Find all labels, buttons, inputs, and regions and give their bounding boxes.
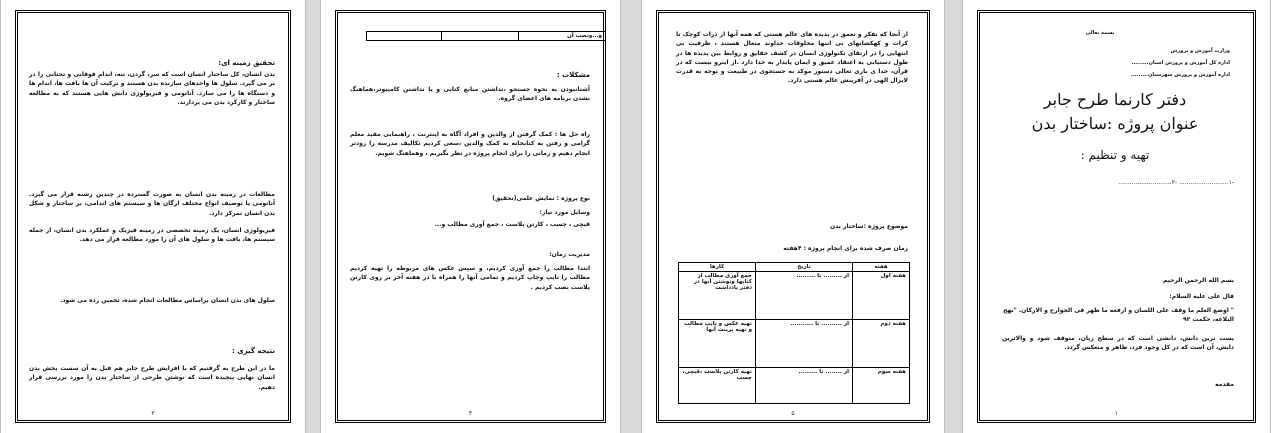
task-cell: جمع آوری مطالب از کتابها ونوشتن آنها در دفتر یادداشت [679,272,756,320]
week-cell: هفته دوم [853,320,910,368]
problems-text: آشنانبودن به نحوه جستجو ،نداشتن منابع کتابی و یا نداشتن کامپیوتر،هماهنگ نشدن برنامه های اعضای گروه. [350,86,590,103]
date-cell: از .......... تا ........... [756,320,853,368]
intro-bismillah: بسم الله الرحمن الرحیم [1162,277,1234,284]
tools-text: قیچی ، چسب ، کارتن پلاست ، جمع آوری مطالب و... [434,221,590,228]
top-table-fragment [366,31,606,41]
document-page-1 [0,0,306,433]
section-title-background: تحقیق زمینه ای: [218,59,275,67]
page-number: ۵ [791,410,795,417]
tools-title: وسایل مورد نیاز: [539,209,590,216]
time-management-text: ابتدا مطالب را جمع آوری کردیم، و سپس عکس های مربوطه را تهیه کردیم مطالب را تایپ وچاپ کردیم و تمامی آنها را همراه با در هفته آخر بر روی کارتن پلاست نصب کردیم . [350,265,590,291]
problems-title: مشکلات : [556,71,590,79]
ministry-line: وزارت آموزش و پرورش [1170,48,1230,54]
document-page-2 [320,0,621,433]
document-title: دفتر کارنما طرح جابر [1043,90,1187,109]
conclusion-paragraph: ما در این طرح به گرفتیم که با افزایش طرح جابر هم قبل به آن سست بخش بدن انسان نهایی پیچیده است که نوشتن طرحی از ساختار بدن را مورد بررسی قرار دهیم. [29,365,275,391]
time-management-title: مدیریت زمان: [549,251,590,258]
intro-paragraph: از آنجا که تفکر و تعمق در پدیده های عالم هستی که همه آنها از ذرات کوچک تا کرات و کهکشانهای بی انتها مخلوقات خداوند متعال هستند ، ظرفیت بی انتهایی را در ارتقای تکنولوژی انسان در کشف حقایق و روابط بین پدیده ها در طول دستیابی به اعتقاد عمیق و ایمان پایدار به خدا دارد .از اینرو بیست که در قرآن، خدا ی باری تعالی دستور موکد به جستجوی در طبیعت و توجه به قدرت لایزال الهی در آفرینش عالم هستی دارد. [676,31,908,85]
preface-title: مقدمه [1215,381,1234,388]
date-cell: از ......... تا ......... [756,272,853,320]
project-subject: موضوع پروژه :ساختار بدن [830,223,908,230]
table-cell [367,32,442,41]
header-tasks: کارها [679,263,756,272]
city-line: اداره آموزش و پرورش شهرستان......... [1130,72,1230,78]
member-names-line: -۱.......................... -۲............................ [1118,179,1234,186]
body-paragraph: بدن انسان، کل ساختار انسان است که سر، گردن، تنه، اندام فوقانی و تحتانی را در بر می گیرد. سلول ها واحدهای سازنده بدن هستند و ترکیب آن ها بافت ها، اندام ها و دستگاه ها را می سازد. آناتومی و فیزیولوژی دانش هایی هستند که به مطالعه ساختار و کارکرد بدن می پردازند. [29,71,275,106]
bismillah-header: بسمه تعالی [1085,30,1115,36]
table-row [679,272,910,320]
week-cell: هفته اول [853,272,910,320]
solutions-text: راه حل ها : کمک گرفتن از والدین و افراد آگاه به اینترنت ، راهنمایی مفید معلم گرامی و رفتن به کتابخانه به کمک والدین ،سعی کردیم تکالیف مدرسه را زودتر انجام دهیم و زمانی را برای انجام پروژه در نظر بگیریم ، وهماهنگ شویم. [350,131,590,157]
table-row [679,320,910,368]
page-number: ۳ [151,410,155,417]
body-paragraph: سلول های بدن انسان براساس مطالعات انجام شده، تخمین زده می شود. [60,297,275,304]
task-cell: تهیه عکس و تایپ مطالب و تهیه پرینت آنها [679,320,756,368]
date-cell: از ........ تا ......... [756,368,853,404]
province-line: اداره کل آموزش و پرورش استان......... [1131,60,1230,66]
table-cell [442,32,519,41]
header-week: هفته [853,263,910,272]
schedule-table [678,262,910,404]
project-title: عنوان پروژه :ساختار بدن [1031,114,1199,133]
document-page-3 [641,0,945,433]
task-cell: تهیه کارتن پلاست ،قیچی، چسب [679,368,756,404]
project-time-spent: زمان صرف شده برای انجام پروژه : ۴هفته [783,245,908,252]
hadith-translation: پست ترین دانش، دانشی است که در سطح زبان، متوقف شود و والاترین دانش، آن است که در کل وجود فرد، ظاهر و منعکس گردد. [1002,335,1234,352]
project-type: نوع پروژه : نمایش علمی(تحقیق) [492,195,590,202]
body-paragraph: مطالعات در زمینه بدن انسان به صورت گسترده در چندین رشته قرار می گیرد. آناتومی یا توصیف انواع مختلف ارگان ها و سیستم های اندامی، بر ساختار و شکل بدن انسان تمرکز دارد. [29,191,275,217]
table-row [679,368,910,404]
table-cell: و...ونصب آن [519,32,606,41]
section-title-conclusion: نتیجه گیری : [231,347,275,355]
header-date: تاریخ [756,263,853,272]
hadith-text: " اوضع العلم ما وقف علی اللسان و ارفعه ما ظهر فی الجوارح و الارکان. "نهج البلاغه، حکمت ۹۲ [1003,307,1234,324]
hadith-source: قال علی علیه السلام: [1169,293,1234,300]
document-page-4 [962,0,1271,433]
body-paragraph: فیزیولوژی انسان، یک زمینه تخصصی در زمینه فیزیک و عملکرد بدن انسان، از جمله سیستم ها، بافت ها و سلول های آن را مورد مطالعه قرار می دهد. [29,227,275,244]
prepared-by: تهیه و تنظیم : [1080,148,1150,162]
week-cell: هفته سوم [853,368,910,404]
table-header-row [679,263,910,272]
page-number: ۱ [1114,410,1119,417]
page-number: ۴ [468,410,473,417]
